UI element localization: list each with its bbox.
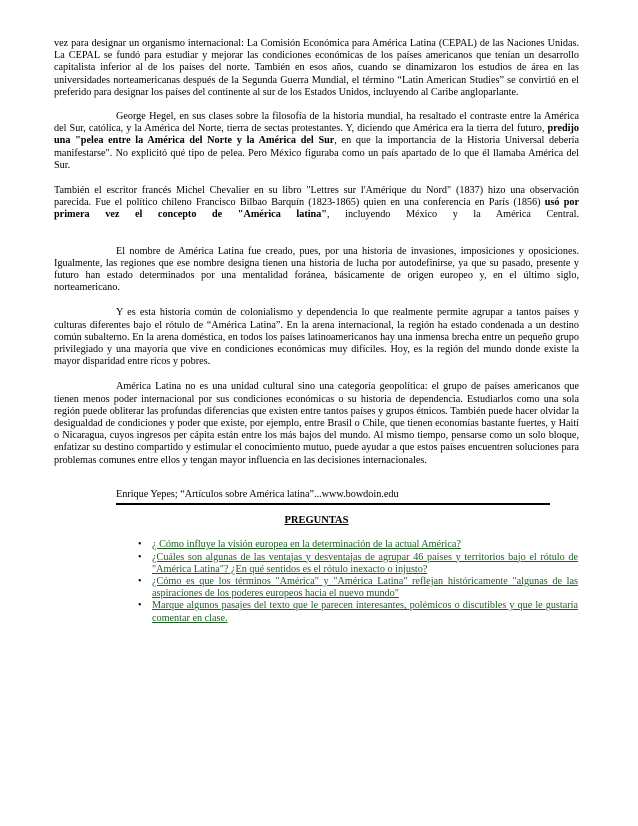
question-link[interactable]: ¿Cuáles son algunas de las ventajas y desventajas de agrupar 46 países y territorios bajo el rótulo de "América Latina"? ¿En qué sentidos es el rótulo inexacto o injusto? xyxy=(152,551,578,575)
question-item xyxy=(138,575,578,600)
bullet-icon: • xyxy=(138,539,142,551)
citation-line: Enrique Yepes; “Artículos sobre América latina”...www.bowdoin.edu xyxy=(116,489,550,505)
questions-heading: PREGUNTAS xyxy=(284,515,349,527)
paragraph-origin: El nombre de América Latina fue creado, pues, por una historia de invasiones, imposiciones y oposiciones. Igualmente, las regiones que ese nombre designa tienen una historia de lucha por autodefinirse, ya que su pasado, presente y futuro han estado determinados por una mentalidad foránea, básicamente de origen europeo y, en el último siglo, norteamericano. xyxy=(54,245,579,294)
document-page xyxy=(54,38,579,625)
paragraph-cepal: vez para designar un organismo internacional: La Comisión Económica para América Latina (CEPAL) de las Naciones Unidas. La CEPAL se fundó para estudiar y mejorar las condiciones económicas de los países americanos que tenían un desarrollo capitalista inferior al de los países del norte. También en esos años, cuando se dinamizaron los estudios de área en las universidades norteamericanas después de la Segunda Guerra Mundial, el término “Latin American Studies” se convirtió en el preferido para designar los países del continente al sur de los Estados Unidos, incluyendo al Caribe angloparlante. xyxy=(54,38,579,98)
question-item xyxy=(138,539,578,551)
paragraph-chevalier-text-a: También el escritor francés Michel Chevalier en su libro "Lettres sur l'Amérique du Nord" (1837) hizo una observación parecida. Fue el político chileno Francisco Bilbao Barquín (1823-1865) quien en una conferencia en París (1856) xyxy=(54,185,579,209)
bullet-icon: • xyxy=(138,600,142,612)
questions-list xyxy=(54,539,579,624)
paragraph-colonialism: Y es esta historia común de colonialismo y dependencia lo que realmente permite agrupar a tantos países y culturas diferentes bajo el rótulo de “América Latina”. En la arena internacional, la región ha estado condenada a un destino común subalterno. En la arena doméstica, en todos los países latinoamericanos hay una inmensa brecha entre un pequeño grupo privilegiado y una mayoría que vive en condiciones económicas muy difíciles. Hoy, es la región del mundo donde existe la mayor disparidad entre ricos y pobres. xyxy=(54,307,579,368)
question-link[interactable]: Marque algunos pasajes del texto que le parecen interesantes, polémicos o discutibles y que le gustaría comentar en clase. xyxy=(152,600,578,624)
paragraph-hegel-text-b: , en que la importancia de la Historia Universal debería manifestarse". No explicitó qué tipo de pelea. Pero México figuraba como un país apartado de lo que él llamaba América del Sur. xyxy=(54,135,579,171)
paragraph-geopolitics: América Latina no es una unidad cultural sino una categoría geopolítica: el grupo de países americanos que tienen menos poder internacional por sus condiciones económicas o su historia de dependencia. Estudiarlos como una sola región puede obliterar las profundas diferencias que existen entre tantos países y grupos étnicos. También puede hacer olvidar la desigualdad de condiciones y poder que existe, por ejemplo, entre Brasil o Chile, que tienen economías bastante fuertes, y Haití o Nicaragua, cuyos ingresos per cápita están entre los más bajos del mundo. Al mismo tiempo, pensarse como un solo bloque, enfatizar su destino compartido y estimular el conocimiento mutuo, puede ayudar a que estos países encuentren soluciones para problemas comunes entre ellos y tengan mayor influencia en las decisiones internacionales. xyxy=(54,381,579,466)
paragraph-chevalier xyxy=(54,185,579,222)
bullet-icon: • xyxy=(138,551,142,563)
paragraph-hegel-text-a: George Hegel, en sus clases sobre la filosofía de la historia mundial, ha resaltado el contraste entre la América del Sur, católica, y la América del Norte, tierra de sectas protestantes. Y, diciendo que América era la tierra del futuro, xyxy=(54,111,579,135)
question-link[interactable]: ¿ Cómo influye la visión europea en la determinación de la actual América? xyxy=(152,539,461,551)
paragraph-hegel xyxy=(54,111,579,172)
question-link[interactable]: ¿Cómo es que los términos "América" y "América Latina" reflejan históricamente "algunas de las aspiraciones de los poderes europeos hacia el nuevo mundo" xyxy=(152,575,578,600)
paragraph-chevalier-text-b: , incluyendo México y la América Central. xyxy=(326,209,579,221)
paragraph-chevalier-bold: usó por primera vez el concepto de "América latina" xyxy=(54,197,579,221)
bullet-icon: • xyxy=(138,575,142,587)
paragraph-hegel-bold: predijo una "pelea entre la América del Norte y la América del Sur xyxy=(54,123,579,147)
question-item xyxy=(138,600,578,624)
question-item xyxy=(138,551,578,576)
